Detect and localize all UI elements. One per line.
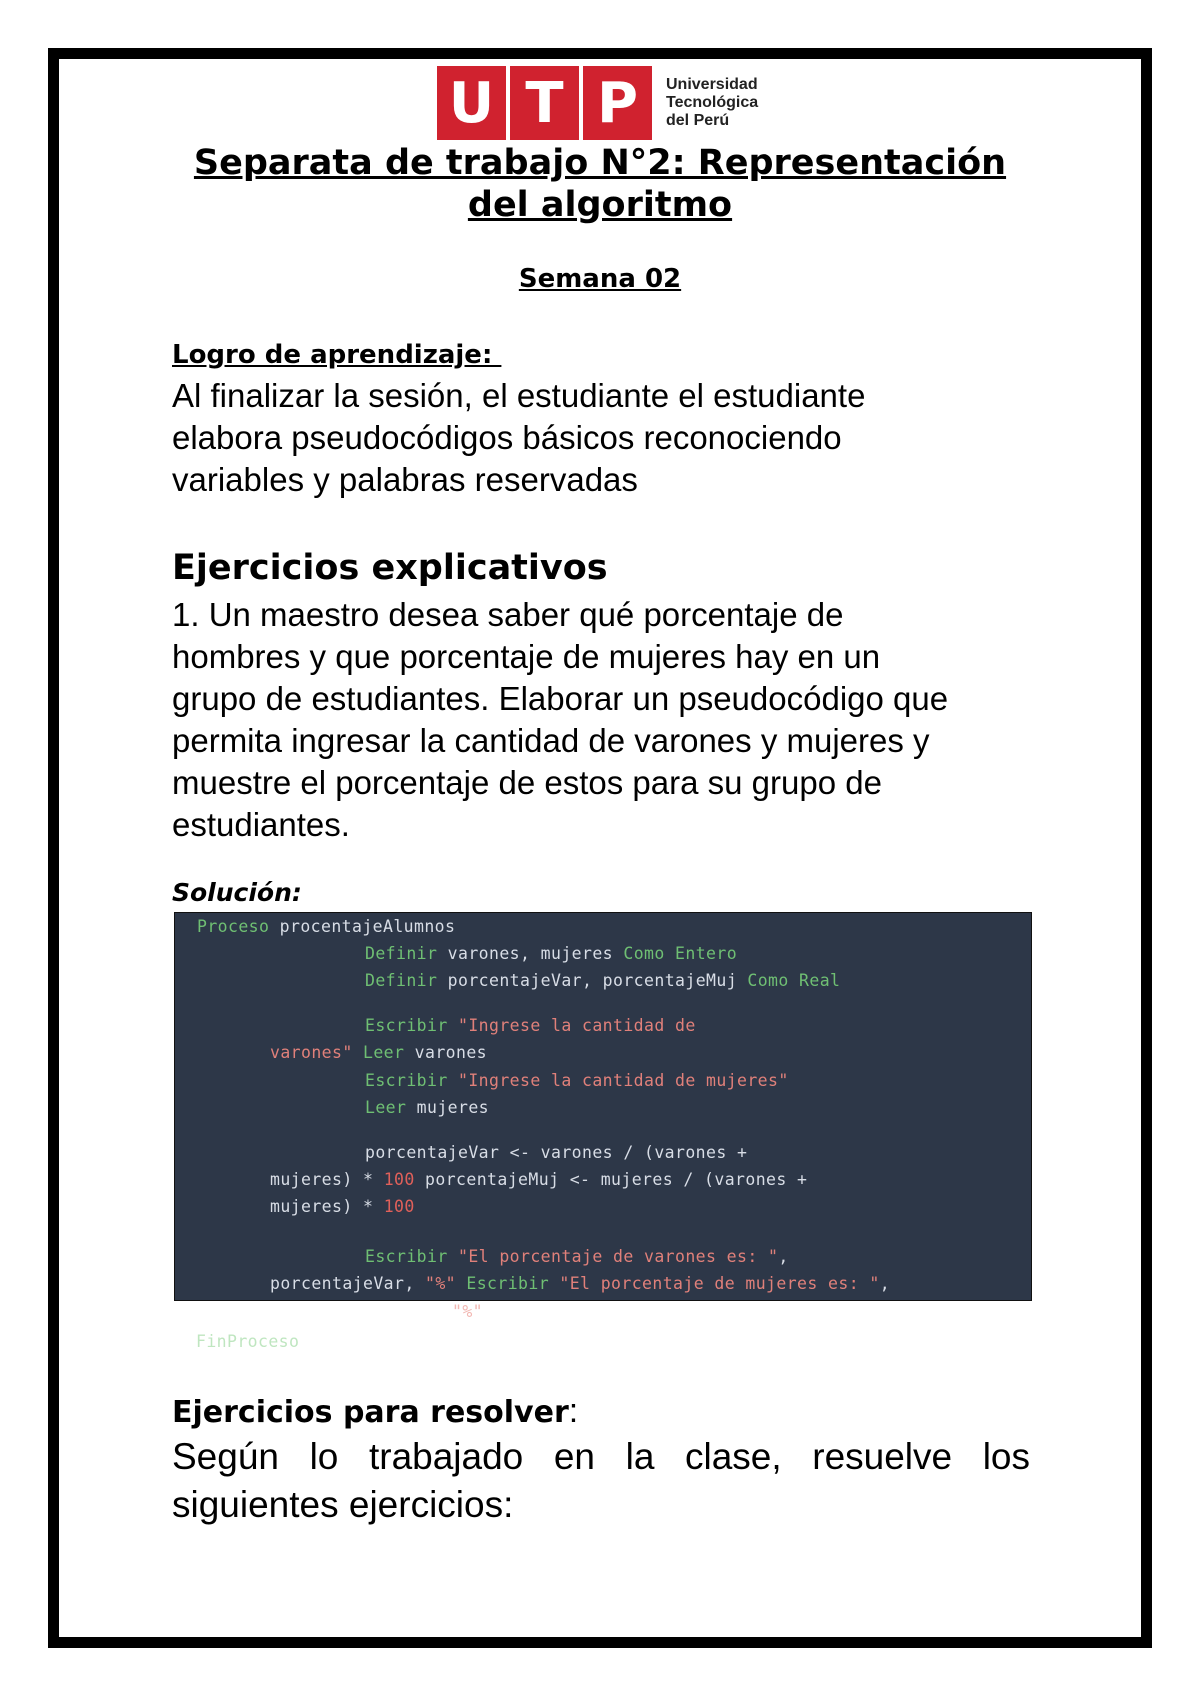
logro-heading: Logro de aprendizaje: — [172, 340, 502, 370]
code-overflow-line: "%" — [452, 1302, 484, 1321]
code-overflow-line: FinProceso — [196, 1332, 300, 1351]
exercise-line: grupo de estudiantes. Elaborar un pseudocódigo que — [172, 680, 949, 717]
code-line: mujeres) * 100 porcentajeMuj <- mujeres / (varones + — [270, 1170, 808, 1189]
exercise-line: 1. Un maestro desea saber qué porcentaje de — [172, 596, 844, 633]
logro-line: Al finalizar la sesión, el estudiante el estudiante — [172, 377, 866, 414]
logro-line: variables y palabras reservadas — [172, 461, 638, 498]
pseudocode-block — [174, 912, 1032, 1301]
code-line: Definir varones, mujeres Como Entero — [365, 944, 738, 963]
exercise-line: permita ingresar la cantidad de varones y mujeres y — [172, 722, 930, 759]
document-title — [140, 142, 1060, 226]
code-line: porcentajeVar, "%" Escribir "El porcentaje de mujeres es: ", — [270, 1274, 891, 1293]
logro-line: elabora pseudocódigos básicos reconociendo — [172, 419, 842, 456]
title-line: Separata de trabajo N°2: Representación — [193, 143, 1007, 183]
code-line: mujeres) * 100 — [270, 1197, 415, 1216]
logo-letter-p: P — [583, 66, 652, 140]
exercise-line: estudiantes. — [172, 806, 350, 843]
logo-university-name — [666, 76, 758, 130]
explicativos-heading: Ejercicios explicativos — [172, 548, 608, 588]
code-line: porcentajeVar <- varones / (varones + — [365, 1143, 748, 1162]
code-line: varones" Leer varones — [270, 1043, 488, 1062]
code-line: Definir porcentajeVar, porcentajeMuj Como Real — [365, 971, 841, 990]
exercise-line: muestre el porcentaje de estos para su grupo de — [172, 764, 882, 801]
code-line: Escribir "El porcentaje de varones es: ", — [365, 1247, 789, 1266]
exercise-1-text — [172, 594, 1032, 846]
logo-letter-t: T — [510, 66, 579, 140]
resolver-text: Según lo trabajado en la clase, resuelve los siguientes ejercicios: — [172, 1436, 1030, 1525]
logo-text-line: del Perú — [666, 112, 730, 129]
code-line: Escribir "Ingrese la cantidad de mujeres" — [365, 1071, 789, 1090]
logo-letter-u: U — [437, 66, 506, 140]
utp-logo — [437, 66, 758, 140]
logro-text — [172, 375, 1032, 501]
title-line: del algoritmo — [467, 185, 733, 225]
code-line: Escribir "Ingrese la cantidad de — [365, 1016, 696, 1035]
code-line: Leer mujeres — [365, 1098, 490, 1117]
logo-text-line: Universidad — [666, 76, 758, 93]
week-label: Semana 02 — [518, 264, 682, 294]
code-line: Proceso procentajeAlumnos — [197, 917, 456, 936]
logo-text-line: Tecnológica — [666, 94, 759, 111]
solucion-heading: Solución: — [172, 878, 302, 907]
resolver-heading: Ejercicios para resolver: — [172, 1392, 579, 1430]
exercise-line: hombres y que porcentaje de mujeres hay en un — [172, 638, 881, 675]
